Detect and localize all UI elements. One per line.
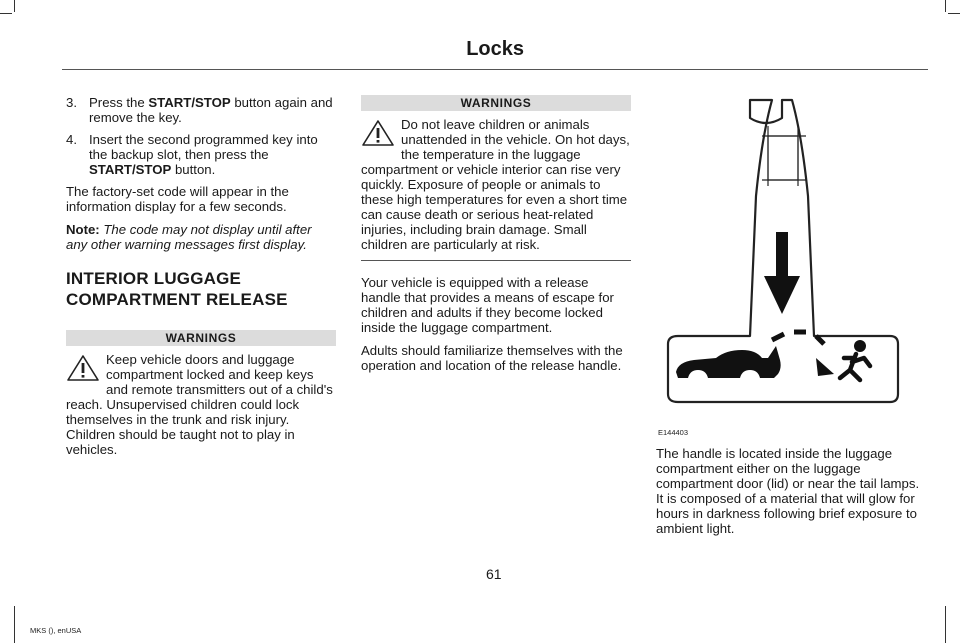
trunk-release-handle-illustration <box>664 96 900 408</box>
crop-mark <box>14 606 15 643</box>
button-name: START/STOP <box>89 162 172 177</box>
warning-block <box>66 352 336 457</box>
warnings-bar: WARNINGS <box>361 95 631 111</box>
step-text: Press the <box>89 95 149 110</box>
paragraph: The handle is located inside the luggage compartment either on the luggage compartment door (lid) or near the tail lamps. It is composed of a material that will glow for hours in darkness following brief exposure to ambient light. <box>656 446 920 536</box>
step-text: button. <box>171 162 216 177</box>
crop-mark <box>0 13 12 14</box>
warning-block <box>361 117 631 252</box>
warnings-bar: WARNINGS <box>66 330 336 346</box>
step-item <box>66 95 336 125</box>
page-number: 61 <box>486 566 502 582</box>
paragraph: Your vehicle is equipped with a release handle that provides a means of escape for children and adults if they become locked inside the luggage compartment. <box>361 275 614 335</box>
step-item <box>66 132 336 177</box>
heading-line: INTERIOR LUGGAGE <box>66 269 242 288</box>
paragraph: Adults should familiarize themselves with the operation and location of the release handle. <box>361 343 623 373</box>
column-middle <box>361 95 631 381</box>
heading-line: COMPARTMENT RELEASE <box>66 290 288 309</box>
crop-mark <box>14 0 15 12</box>
crop-mark <box>945 606 946 643</box>
step-text: Insert the second programmed key into the backup slot, then press the <box>89 132 318 162</box>
warning-triangle-icon <box>361 119 395 147</box>
column-left <box>66 95 336 457</box>
step-number: 4. <box>66 132 77 147</box>
column-right <box>656 446 928 544</box>
step-number: 3. <box>66 95 77 110</box>
warning-text: Do not leave children or animals unattended in the vehicle. On hot days, the temperature in the luggage compartment or vehicle interior can rise very quickly. Exposure of people or animals to these high temperatures for even a short time can cause death or serious heat-related injuries, including brain damage. Small children are particularly at risk. <box>361 117 630 252</box>
paragraph: The factory-set code will appear in the information display for a few seconds. <box>66 184 289 214</box>
crop-mark <box>945 0 946 12</box>
warning-text: Keep vehicle doors and luggage compartment locked and keep keys and remote transmitters out of a child's reach. Unsupervised children could lock themselves in the trunk and risk injury. Children should be taught not to play in vehicles. <box>66 352 333 457</box>
figure-id: E144403 <box>658 428 689 437</box>
footer-model: MKS (), enUSA <box>30 626 82 635</box>
step-list <box>66 95 336 177</box>
note-text: The code may not display until after any other warning messages first display. <box>66 222 312 252</box>
warning-triangle-icon <box>66 354 100 382</box>
step-text: button again and remove the key. <box>89 95 333 125</box>
note-label: Note: <box>66 222 100 237</box>
section-heading <box>66 268 336 310</box>
note <box>66 222 336 252</box>
crop-mark <box>948 13 960 14</box>
header-divider <box>62 69 928 70</box>
button-name: START/STOP <box>148 95 231 110</box>
page-title: Locks <box>466 38 524 60</box>
warning-divider <box>361 260 631 261</box>
